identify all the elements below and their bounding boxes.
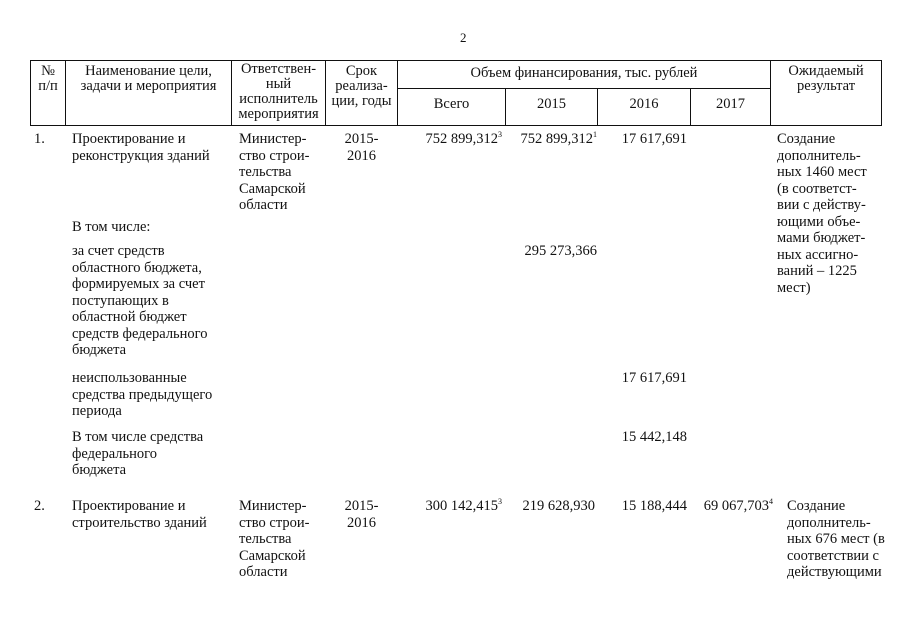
row-term: 2015- 2016 (344, 498, 379, 531)
header-2017: 2017 (716, 96, 745, 112)
header-financing: Объем финансирования, тыс. рублей (470, 65, 698, 81)
footnote-mark: 4 (769, 497, 773, 506)
row-name: за счет средств областного бюджета, формируемых за счет поступающих в областной бюджет средств федерального бюджета (72, 243, 208, 358)
value-text: 300 142,415 (425, 498, 498, 514)
row-2015: 219 628,930 (522, 498, 595, 514)
row-number: 2. (34, 498, 45, 514)
row-responsible: Министер- ство строи- тельства Самарской области (239, 131, 310, 213)
row-2016: 15 442,148 (621, 429, 687, 445)
value-text: 752 899,312 (520, 131, 593, 147)
row-2015 (506, 131, 597, 148)
header-total: Всего (433, 96, 470, 112)
row-name: Проектирование и реконструкция зданий (72, 131, 210, 164)
row-2017 (691, 498, 773, 515)
row-total (398, 498, 502, 515)
footnote-mark: 3 (498, 130, 502, 139)
row-name: неиспользованные средства предыдущего периода (72, 370, 213, 419)
row-total (398, 131, 502, 148)
header-name: Наименование цели, задачи и мероприятия (80, 63, 217, 94)
row-result: Создание дополнитель- ных 1460 мест (в соответст- вии с действу- ющими объе- мами бюджет- ных ассигно- ваний – 1225 мест) (777, 131, 867, 296)
row-name: В том числе: (72, 219, 151, 235)
footnote-mark: 3 (498, 497, 502, 506)
financing-subheader-line (397, 88, 770, 89)
header-term: Срок реализа- ции, годы (331, 63, 392, 109)
header-responsible: Ответствен- ный исполнитель мероприятия (238, 61, 319, 122)
header-result: Ожидаемый результат (788, 63, 864, 94)
table-header-bottom-border (30, 125, 882, 126)
row-result: Создание дополнитель- ных 676 мест (в соответствии с действующими (787, 498, 885, 580)
page-number: 2 (460, 30, 467, 45)
footnote-mark: 1 (593, 130, 597, 139)
value-text: 69 067,703 (703, 498, 769, 514)
header-2016: 2016 (629, 96, 659, 112)
row-2016: 17 617,691 (621, 370, 687, 386)
table-right-border (881, 60, 882, 126)
row-2016: 15 188,444 (621, 498, 687, 514)
header-2015: 2015 (537, 96, 566, 112)
row-number: 1. (34, 131, 45, 147)
row-2016: 17 617,691 (621, 131, 687, 147)
row-name: В том числе средства федерального бюджета (72, 429, 204, 478)
row-2015: 295 273,366 (524, 243, 597, 259)
header-number: № п/п (38, 63, 58, 94)
table-top-border (30, 60, 882, 61)
value-text: 752 899,312 (425, 131, 498, 147)
row-term: 2015- 2016 (344, 131, 379, 164)
row-name: Проектирование и строительство зданий (72, 498, 207, 531)
row-responsible: Министер- ство строи- тельства Самарской области (239, 498, 310, 580)
